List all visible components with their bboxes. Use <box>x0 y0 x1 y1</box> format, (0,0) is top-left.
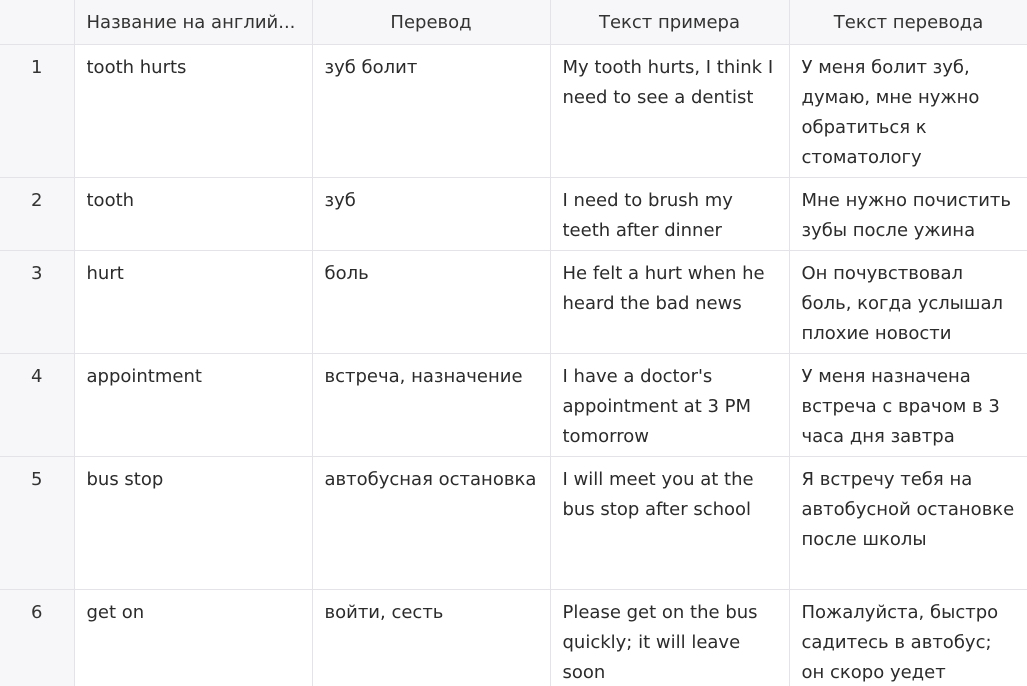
cell-translation[interactable]: зуб болит <box>312 45 550 178</box>
row-index[interactable]: 6 <box>0 590 74 686</box>
row-index[interactable]: 3 <box>0 251 74 354</box>
table-row[interactable] <box>0 354 1027 457</box>
table-header <box>0 0 1027 45</box>
header-translation[interactable]: Перевод <box>312 0 550 45</box>
cell-example-translation[interactable]: Мне нужно почистить зубы после ужина <box>789 178 1027 251</box>
table-body <box>0 45 1027 686</box>
table-row[interactable] <box>0 251 1027 354</box>
cell-example[interactable]: I need to brush my teeth after dinner <box>550 178 789 251</box>
table-row[interactable] <box>0 457 1027 590</box>
cell-example[interactable]: Please get on the bus quickly; it will leave soon <box>550 590 789 686</box>
cell-name[interactable]: tooth hurts <box>74 45 312 178</box>
row-index[interactable]: 1 <box>0 45 74 178</box>
row-index[interactable]: 4 <box>0 354 74 457</box>
cell-example[interactable]: I have a doctor's appointment at 3 PM tomorrow <box>550 354 789 457</box>
cell-name[interactable]: bus stop <box>74 457 312 590</box>
table-row[interactable] <box>0 590 1027 686</box>
header-example-text[interactable]: Текст примера <box>550 0 789 45</box>
cell-translation[interactable]: автобусная остановка <box>312 457 550 590</box>
row-index[interactable]: 2 <box>0 178 74 251</box>
cell-example[interactable]: My tooth hurts, I think I need to see a dentist <box>550 45 789 178</box>
cell-name[interactable]: tooth <box>74 178 312 251</box>
cell-example-translation[interactable]: Он почувствовал боль, когда услышал плохие новости <box>789 251 1027 354</box>
cell-name[interactable]: hurt <box>74 251 312 354</box>
cell-example-translation[interactable]: У меня назначена встреча с врачом в 3 часа дня завтра <box>789 354 1027 457</box>
table-row[interactable] <box>0 178 1027 251</box>
header-example-translation[interactable]: Текст перевода <box>789 0 1027 45</box>
cell-name[interactable]: get on <box>74 590 312 686</box>
cell-example-translation[interactable]: Пожалуйста, быстро садитесь в автобус; он скоро уедет <box>789 590 1027 686</box>
cell-example[interactable]: I will meet you at the bus stop after school <box>550 457 789 590</box>
header-row <box>0 0 1027 45</box>
table-row[interactable] <box>0 45 1027 178</box>
cell-example[interactable]: He felt a hurt when he heard the bad news <box>550 251 789 354</box>
row-index[interactable]: 5 <box>0 457 74 590</box>
cell-example-translation[interactable]: Я встречу тебя на автобусной остановке после школы <box>789 457 1027 590</box>
header-index-corner[interactable] <box>0 0 74 45</box>
cell-translation[interactable]: встреча, назначение <box>312 354 550 457</box>
cell-example-translation[interactable]: У меня болит зуб, думаю, мне нужно обратиться к стоматологу <box>789 45 1027 178</box>
header-name-english[interactable]: Название на англий... <box>74 0 312 45</box>
cell-name[interactable]: appointment <box>74 354 312 457</box>
cell-translation[interactable]: зуб <box>312 178 550 251</box>
cell-translation[interactable]: войти, сесть <box>312 590 550 686</box>
cell-translation[interactable]: боль <box>312 251 550 354</box>
